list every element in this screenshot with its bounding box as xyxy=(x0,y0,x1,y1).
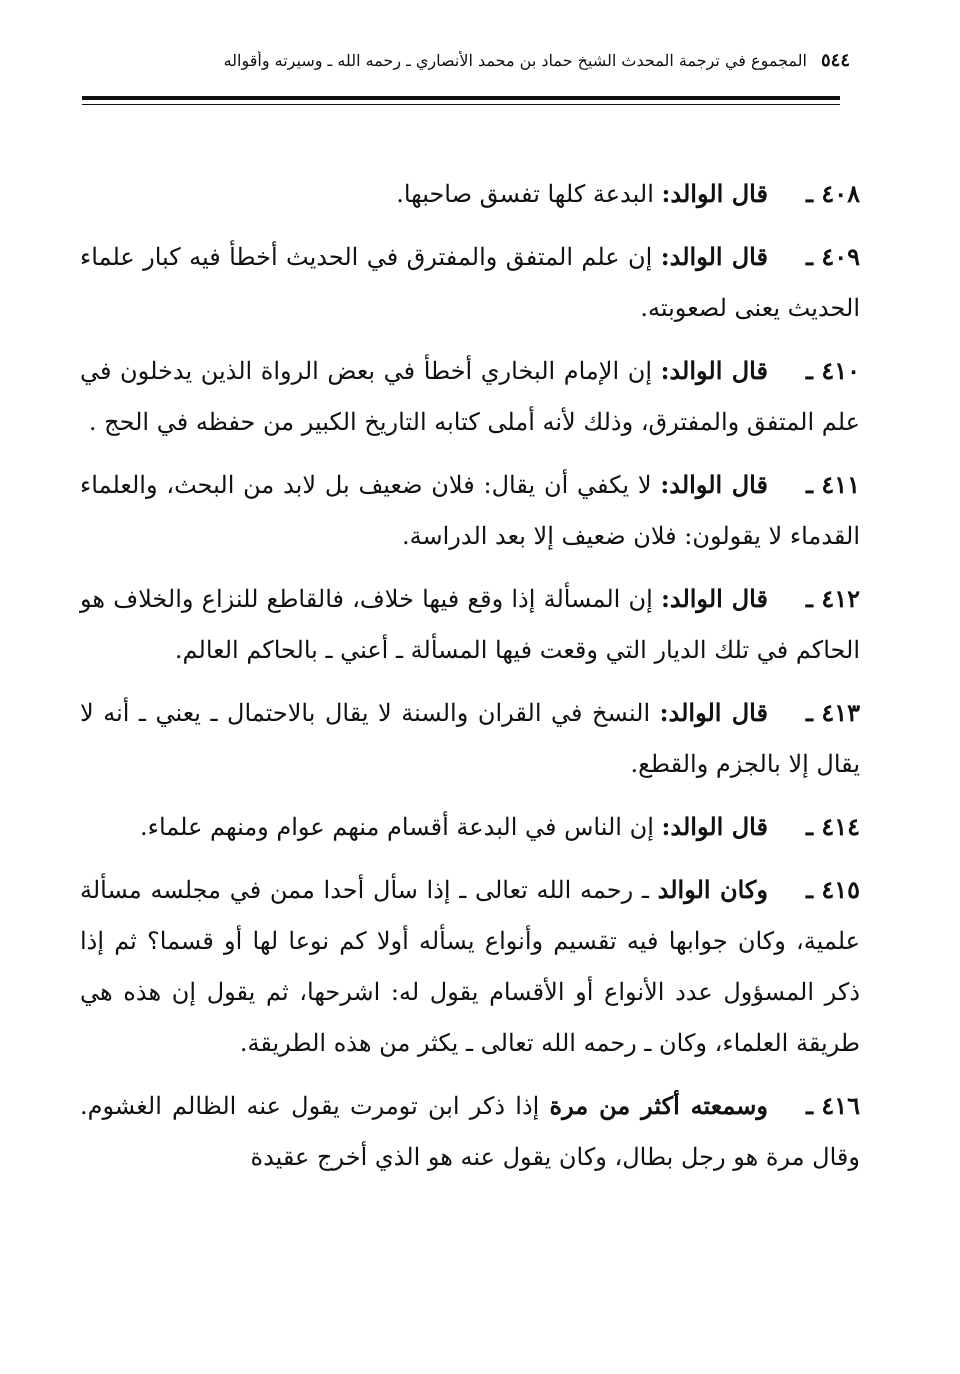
page-header xyxy=(82,42,850,78)
entry-lead: قال الوالد: xyxy=(660,356,768,385)
page-number: ٥٤٤ xyxy=(820,49,850,71)
entry-text: البدعة كلها تفسق صاحبها. xyxy=(396,180,654,208)
entry-text: إن الإمام البخاري أخطأ في بعض الرواة الذين يدخلون في علم المتفق والمفترق، وذلك لأنه أملى كتابه التاريخ الكبير من حفظه في الحج . xyxy=(80,357,860,436)
entry-411 xyxy=(80,459,860,562)
entry-lead: قال الوالد: xyxy=(660,584,768,613)
entry-lead: قال الوالد: xyxy=(661,179,768,208)
entry-text: إذا ذكر ابن تومرت يقول عنه الظالم الغشوم. وقال مرة هو رجل بطال، وكان يقول عنه هو الذي أخرج عقيدة xyxy=(80,1092,860,1171)
entry-number: ٤١٠ ـ xyxy=(805,356,860,385)
running-title: المجموع في ترجمة المحدث الشيخ حماد بن محمد الأنصاري ـ رحمه الله ـ وسيرته وأقواله xyxy=(223,50,807,70)
entry-text: لا يكفي أن يقال: فلان ضعيف بل لابد من البحث، والعلماء القدماء لا يقولون: فلان ضعيف إلا بعد الدراسة. xyxy=(80,471,860,550)
entry-416 xyxy=(80,1080,860,1183)
entry-number: ٤١٣ ـ xyxy=(805,698,860,727)
entry-number: ٤١٥ ـ xyxy=(805,875,860,904)
entry-text: إن المسألة إذا وقع فيها خلاف، فالقاطع للنزاع والخلاف هو الحاكم في تلك الديار التي وقعت فيها المسألة ـ أعني ـ بالحاكم العالم. xyxy=(80,585,860,664)
entry-413 xyxy=(80,687,860,790)
entry-412 xyxy=(80,573,860,676)
entry-lead: قال الوالد: xyxy=(660,242,768,271)
entry-number: ٤١٦ ـ xyxy=(805,1091,861,1120)
entry-lead: وكان الوالد xyxy=(657,875,768,904)
entry-number: ٤١١ ـ xyxy=(805,470,860,499)
entry-lead: قال الوالد: xyxy=(661,812,768,841)
entry-408 xyxy=(80,168,860,220)
entry-lead: قال الوالد: xyxy=(660,470,768,499)
entry-text: إن الناس في البدعة أقسام منهم عوام ومنهم علماء. xyxy=(140,813,654,841)
header-rule-thin xyxy=(82,104,840,105)
header-rule-thick xyxy=(82,96,840,100)
entry-text: النسخ في القران والسنة لا يقال بالاحتمال ـ يعني ـ أنه لا يقال إلا بالجزم والقطع. xyxy=(80,699,860,778)
entry-lead: وسمعته أكثر من مرة xyxy=(549,1091,768,1120)
entry-number: ٤٠٩ ـ xyxy=(805,242,861,271)
page-body xyxy=(80,168,860,1194)
entry-number: ٤١٢ ـ xyxy=(805,584,860,613)
entry-lead: قال الوالد: xyxy=(659,698,768,727)
entry-number: ٤١٤ ـ xyxy=(805,812,860,841)
entry-text: ـ رحمه الله تعالى ـ إذا سأل أحدا ممن في مجلسه مسألة علمية، وكان جوابها فيه تقسيم وأنواع يسأله أولا كم نوعا لها أو قسما؟ ثم إذا ذكر المسؤول عدد الأنواع أو الأقسام يقول له: اشرحها، ثم يقول إن هذه هي طريقة العلماء، وكان ـ رحمه الله تعالى ـ يكثر من هذه الطريقة. xyxy=(80,876,860,1057)
entry-number: ٤٠٨ ـ xyxy=(805,179,860,208)
entry-410 xyxy=(80,345,860,448)
entry-415 xyxy=(80,864,860,1069)
entry-414 xyxy=(80,801,860,853)
entry-409 xyxy=(80,231,860,334)
entry-text: إن علم المتفق والمفترق في الحديث أخطأ فيه كبار علماء الحديث يعنى لصعوبته. xyxy=(80,243,860,322)
